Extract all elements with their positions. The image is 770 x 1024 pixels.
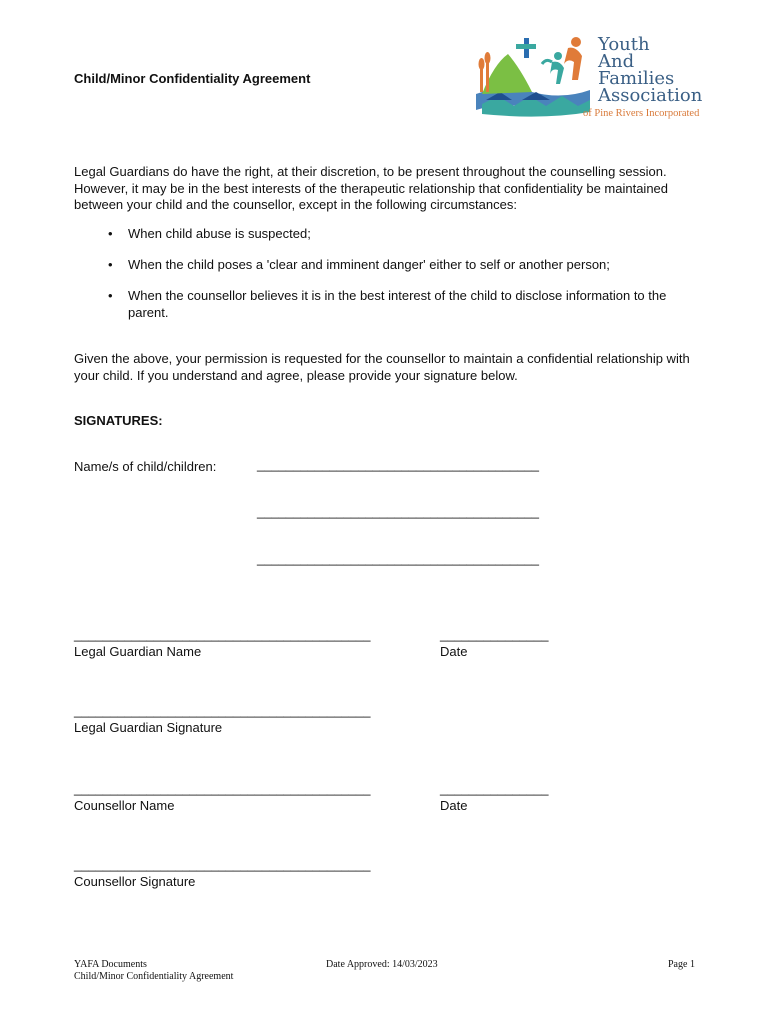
signatures-heading: SIGNATURES:: [74, 413, 163, 428]
counsellor-date-label: Date: [440, 798, 468, 813]
guardian-name-label: Legal Guardian Name: [74, 644, 202, 659]
child-name-line-2[interactable]: _______________________________________: [257, 504, 539, 519]
logo-subline: of Pine Rivers Incorporated: [583, 108, 700, 119]
logo-line-association: Association: [598, 85, 703, 106]
counsellor-name-line[interactable]: _________________________________________: [74, 781, 371, 796]
child-name-line-3[interactable]: _______________________________________: [257, 551, 539, 566]
document-title: Child/Minor Confidentiality Agreement: [74, 71, 311, 86]
footer-page-number: Page 1: [668, 959, 695, 970]
guardian-name-line[interactable]: _________________________________________: [74, 627, 371, 642]
counsellor-date-line[interactable]: _______________: [440, 781, 549, 796]
counsellor-signature-label: Counsellor Signature: [74, 874, 196, 889]
logo-line-families: Families: [598, 68, 675, 89]
list-item: • When the child poses a 'clear and imminent danger' either to self or another person;: [108, 257, 708, 274]
guardian-date-label: Date: [440, 644, 468, 659]
counsellor-signature-line[interactable]: _________________________________________: [74, 857, 371, 872]
counsellor-name-label: Counsellor Name: [74, 798, 175, 813]
footer-left: [74, 959, 233, 983]
footer-doc-group: YAFA Documents: [74, 959, 147, 970]
permission-paragraph: Given the above, your permission is requested for the counsellor to maintain a confidential relationship with your child. If you understand and agree, please provide your signature below.: [74, 351, 690, 383]
children-names-label: Name/s of child/children:: [74, 459, 217, 474]
guardian-signature-line[interactable]: _________________________________________: [74, 703, 371, 718]
circumstances-list: [108, 226, 708, 336]
guardian-signature-label: Legal Guardian Signature: [74, 720, 223, 735]
list-item: • When the counsellor believes it is in the best interest of the child to disclose information to the parent.: [108, 288, 708, 321]
intro-paragraph: Legal Guardians do have the right, at their discretion, to be present throughout the counselling session. However, it may be in the best interests of the therapeutic relationship that confidentiality be maintained between your child and the counsellor, except in the following circumstances:: [74, 164, 669, 212]
logo-line-and: And: [598, 51, 635, 72]
guardian-date-line[interactable]: _______________: [440, 627, 549, 642]
yafa-logo: [472, 34, 734, 126]
footer-doc-title: Child/Minor Confidentiality Agreement: [74, 971, 234, 982]
logo-line-youth: Youth: [598, 34, 650, 55]
list-item: • When child abuse is suspected;: [108, 226, 708, 243]
footer-date-approved: Date Approved: 14/03/2023: [326, 959, 438, 970]
child-name-line-1[interactable]: _______________________________________: [257, 457, 539, 472]
